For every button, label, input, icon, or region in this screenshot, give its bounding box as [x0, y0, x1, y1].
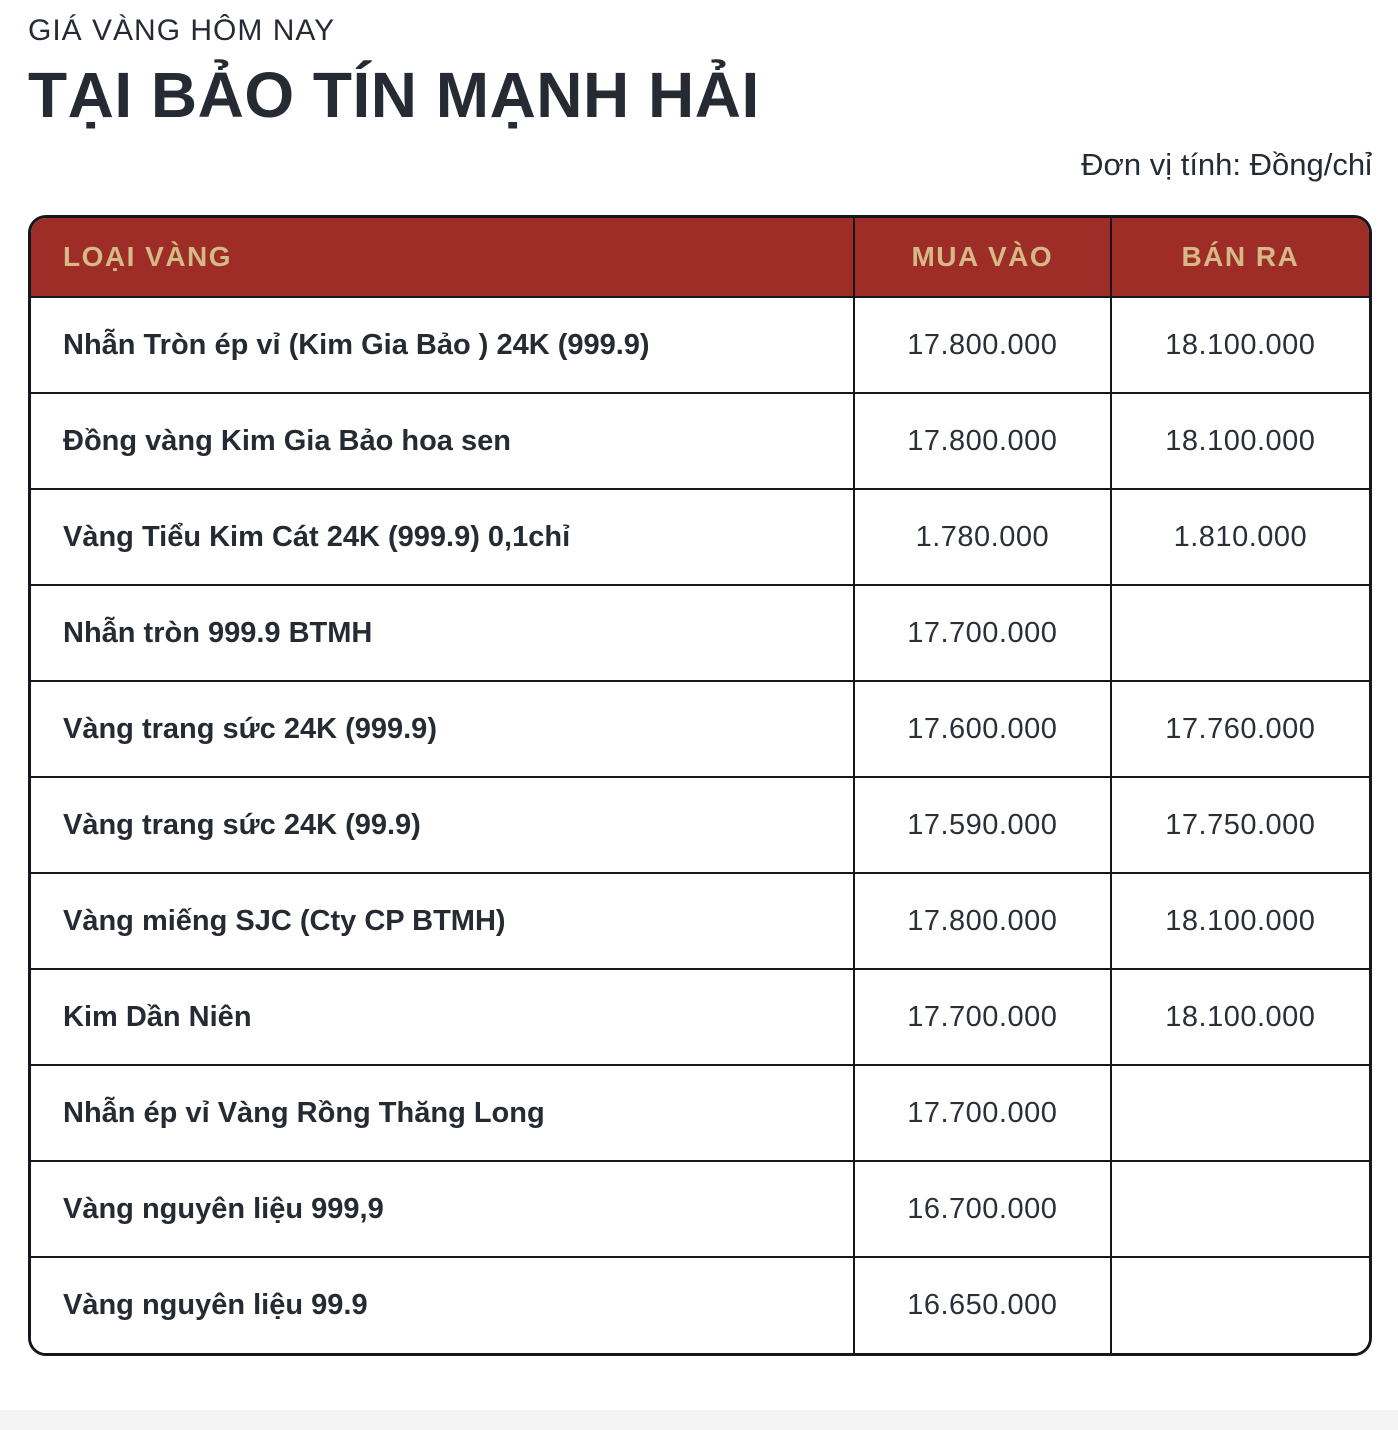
buy-price-cell: 17.700.000	[854, 1065, 1111, 1161]
sell-price-cell: 17.750.000	[1111, 777, 1369, 873]
gold-type-cell: Vàng trang sức 24K (999.9)	[31, 681, 854, 777]
sell-price-cell: 1.810.000	[1111, 489, 1369, 585]
table-row	[31, 489, 1369, 585]
sell-price-cell	[1111, 1257, 1369, 1353]
price-table-body	[31, 297, 1369, 1353]
header-row	[31, 218, 1369, 297]
buy-price-cell: 17.700.000	[854, 585, 1111, 681]
gold-type-cell: Đồng vàng Kim Gia Bảo hoa sen	[31, 393, 854, 489]
column-header-buy: MUA VÀO	[854, 218, 1111, 297]
gold-type-cell: Vàng trang sức 24K (99.9)	[31, 777, 854, 873]
sell-price-cell	[1111, 585, 1369, 681]
table-header	[31, 218, 1369, 297]
sell-price-cell	[1111, 1161, 1369, 1257]
gold-type-cell: Nhẫn Tròn ép vỉ (Kim Gia Bảo ) 24K (999.9)	[31, 297, 854, 393]
table-row	[31, 1161, 1369, 1257]
sell-price-cell: 18.100.000	[1111, 873, 1369, 969]
table-row	[31, 681, 1369, 777]
footer-strip	[0, 1410, 1398, 1430]
buy-price-cell: 17.700.000	[854, 969, 1111, 1065]
column-header-gold-type: LOẠI VÀNG	[31, 218, 854, 297]
buy-price-cell: 17.600.000	[854, 681, 1111, 777]
buy-price-cell: 17.800.000	[854, 393, 1111, 489]
table-row	[31, 777, 1369, 873]
page-title: TẠI BẢO TÍN MẠNH HẢI	[28, 59, 760, 131]
gold-type-cell: Vàng miếng SJC (Cty CP BTMH)	[31, 873, 854, 969]
table-row	[31, 969, 1369, 1065]
gold-price-table	[31, 218, 1369, 1353]
buy-price-cell: 17.800.000	[854, 297, 1111, 393]
buy-price-cell: 16.700.000	[854, 1161, 1111, 1257]
table-row	[31, 297, 1369, 393]
buy-price-cell: 17.800.000	[854, 873, 1111, 969]
gold-type-cell: Nhẫn ép vỉ Vàng Rồng Thăng Long	[31, 1065, 854, 1161]
sell-price-cell: 17.760.000	[1111, 681, 1369, 777]
buy-price-cell: 16.650.000	[854, 1257, 1111, 1353]
sell-price-cell	[1111, 1065, 1369, 1161]
table-row	[31, 1065, 1369, 1161]
table-row	[31, 1257, 1369, 1353]
sell-price-cell: 18.100.000	[1111, 393, 1369, 489]
buy-price-cell: 17.590.000	[854, 777, 1111, 873]
table-row	[31, 393, 1369, 489]
unit-note: Đơn vị tính: Đồng/chỉ	[1081, 147, 1372, 183]
table-row	[31, 585, 1369, 681]
gold-price-table-container	[28, 215, 1372, 1356]
gold-type-cell: Vàng nguyên liệu 99.9	[31, 1257, 854, 1353]
column-header-sell: BÁN RA	[1111, 218, 1369, 297]
table-row	[31, 873, 1369, 969]
gold-type-cell: Vàng nguyên liệu 999,9	[31, 1161, 854, 1257]
gold-type-cell: Vàng Tiểu Kim Cát 24K (999.9) 0,1chỉ	[31, 489, 854, 585]
sell-price-cell: 18.100.000	[1111, 297, 1369, 393]
sell-price-cell: 18.100.000	[1111, 969, 1369, 1065]
buy-price-cell: 1.780.000	[854, 489, 1111, 585]
gold-type-cell: Nhẫn tròn 999.9 BTMH	[31, 585, 854, 681]
gold-type-cell: Kim Dần Niên	[31, 969, 854, 1065]
page-eyebrow: GIÁ VÀNG HÔM NAY	[28, 14, 336, 47]
